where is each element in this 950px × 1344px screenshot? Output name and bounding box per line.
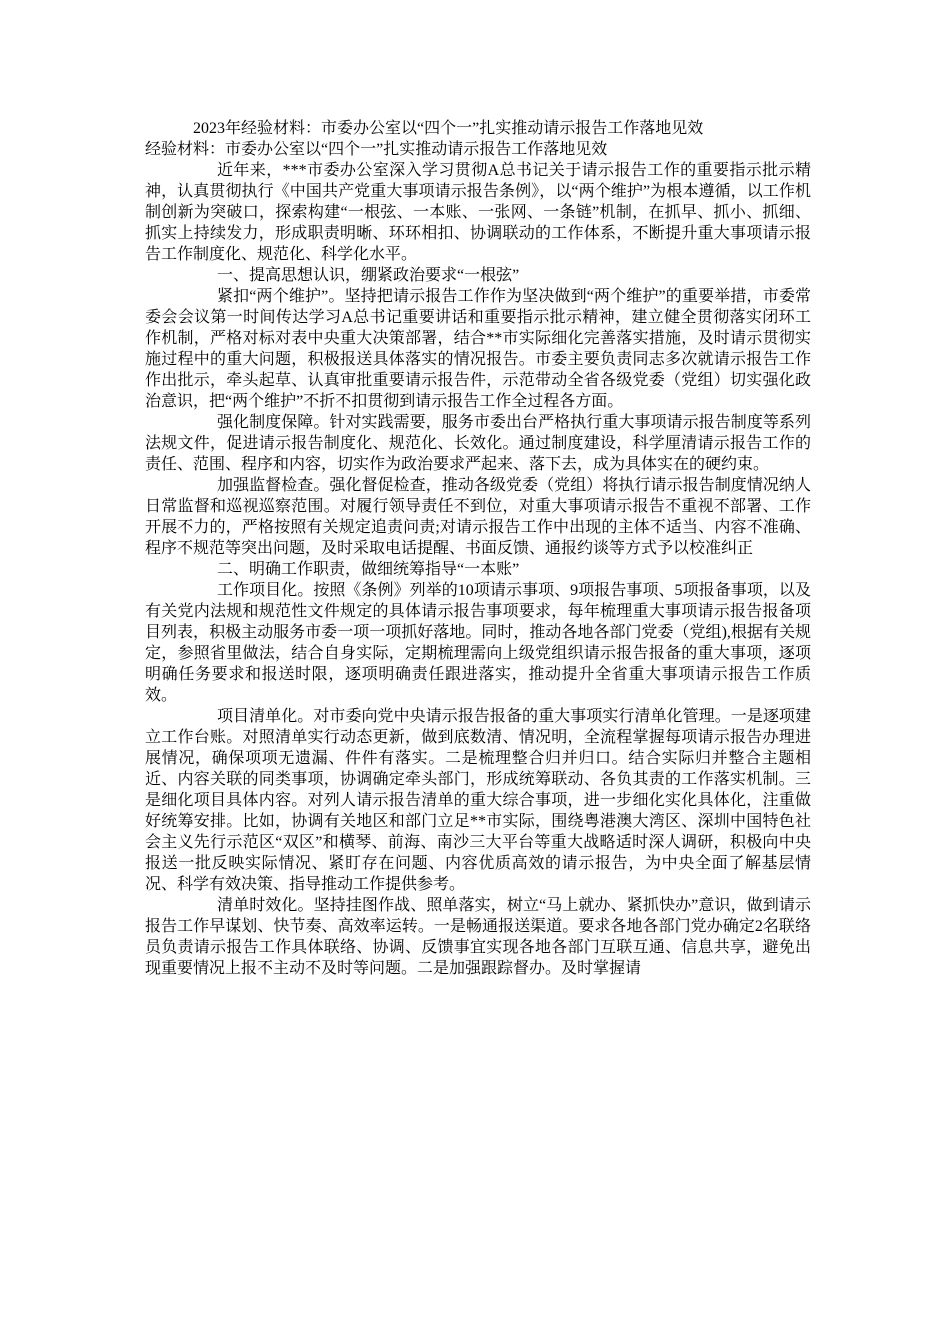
paragraph: 紧扣“两个维护”。坚持把请示报告工作作为坚决做到“两个维护”的重要举措，市委常委会会议第一时间传达学习A总书记重要讲话和重要指示批示精神，建立健全贯彻落实闭环工作机制，严格对标对表中央重大决策部署，结合**市实际细化完善落实措施，及时请示贯彻实施过程中的重大问题，积极报送具体落实的情况报告。市委主要负责同志多次就请示报告工作作出批示，牵头起草、认真审批重要请示报告件，示范带动全省各级党委（党组）切实强化政治意识，把“两个维护”不折不扣贯彻到请示报告工作全过程各方面。 bbox=[145, 288, 811, 410]
section-heading-2: 二、明确工作职责，做细统筹指导“一本账” bbox=[217, 561, 520, 578]
paragraph: 工作项目化。按照《条例》列举的10项请示事项、9项报告事项、5项报备事项，以及有关党内法规和规范性文件规定的具体请示报告事项要求，每年梳理重大事项请示报告报备项目列表，积极主动服务市委一项一项抓好落地。同时，推动各地各部门党委（党组),根据有关规定，参照省里做法，结合自身实际，定期梳理需向上级党组织请示报告报备的重大事项，逐项明确任务要求和报送时限，逐项明确责任跟进落实，推动提升全省重大事项请示报告工作质效。 bbox=[145, 582, 811, 704]
document-content bbox=[145, 118, 811, 979]
paragraph: 清单时效化。坚持挂图作战、照单落实，树立“马上就办、紧抓快办”意识，做到请示报告工作早谋划、快节奏、高效率运转。一是畅通报送渠道。要求各地各部门党办确定2名联络员负责请示报告工作具体联络、协调、反馈事宜实现各地各部门互联互通、信息共享，避免出现重要情况上报不主动不及时等问题。二是加强跟踪督办。及时掌握请 bbox=[145, 897, 811, 977]
document-title-line: 2023年经验材料：市委办公室以“四个一”扎实推动请示报告工作落地见效 bbox=[193, 120, 704, 137]
paragraph: 项目清单化。对市委向党中央请示报告报备的重大事项实行清单化管理。一是逐项建立工作台账。对照清单实行动态更新，做到底数清、情况明，全流程掌握每项请示报告办理进展情况，确保项项无遗漏、件件有落实。二是梳理整合归并归口。结合实际归并整合主题相近、内容关联的同类事项，协调确定牵头部门，形成统筹联动、各负其责的工作落实机制。三是细化项目具体内容。对列人请示报告清单的重大综合事项，进一步细化实化具体化，注重做好统筹安排。比如，协调有关地区和部门立足**市实际，围绕粤港澳大湾区、深圳中国特色社会主义先行示范区“双区”和横琴、前海、南沙三大平台等重大战略适时深人调研，积极向中央报送一批反映实际情况、紧盯存在问题、内容优质高效的请示报告，为中央全面了解基层情况、科学有效决策、指导推动工作提供参考。 bbox=[145, 708, 811, 893]
section-heading-1: 一、提高思想认识，绷紧政治要求“一根弦” bbox=[217, 267, 520, 284]
document-subtitle-line: 经验材料：市委办公室以“四个一”扎实推动请示报告工作落地见效 bbox=[145, 141, 608, 158]
paragraph-intro: 近年来，***市委办公室深入学习贯彻A总书记关于请示报告工作的重要指示批示精神，认真贯彻执行《中国共产党重大事项请示报告条例》，以“两个维护”为根本遵循，以工作机制创新为突破口，探索构建“一根弦、一本账、一张网、一条链”机制，在抓早、抓小、抓细、抓实上持续发力，形成职责明晰、环环相扣、协调联动的工作体系，不断提升重大事项请示报告工作制度化、规范化、科学化水平。 bbox=[145, 162, 811, 263]
paragraph: 加强监督检查。强化督促检查，推动各级党委（党组）将执行请示报告制度情况纳人日常监督和巡视巡察范围。对履行领导责任不到位，对重大事项请示报告不重视不部署、工作开展不力的，严格按照有关规定追责问责;对请示报告工作中出现的主体不适当、内容不准确、程序不规范等突出问题，及时采取电话提醒、书面反馈、通报约谈等方式予以校准纠正 bbox=[145, 477, 811, 557]
paragraph: 强化制度保障。针对实践需要，服务市委出台严格执行重大事项请示报告制度等系列法规文件，促进请示报告制度化、规范化、长效化。通过制度建设，科学厘清请示报告工作的责任、范围、程序和内容，切实作为政治要求严起来、落下去，成为具体实在的硬约束。 bbox=[145, 414, 811, 473]
